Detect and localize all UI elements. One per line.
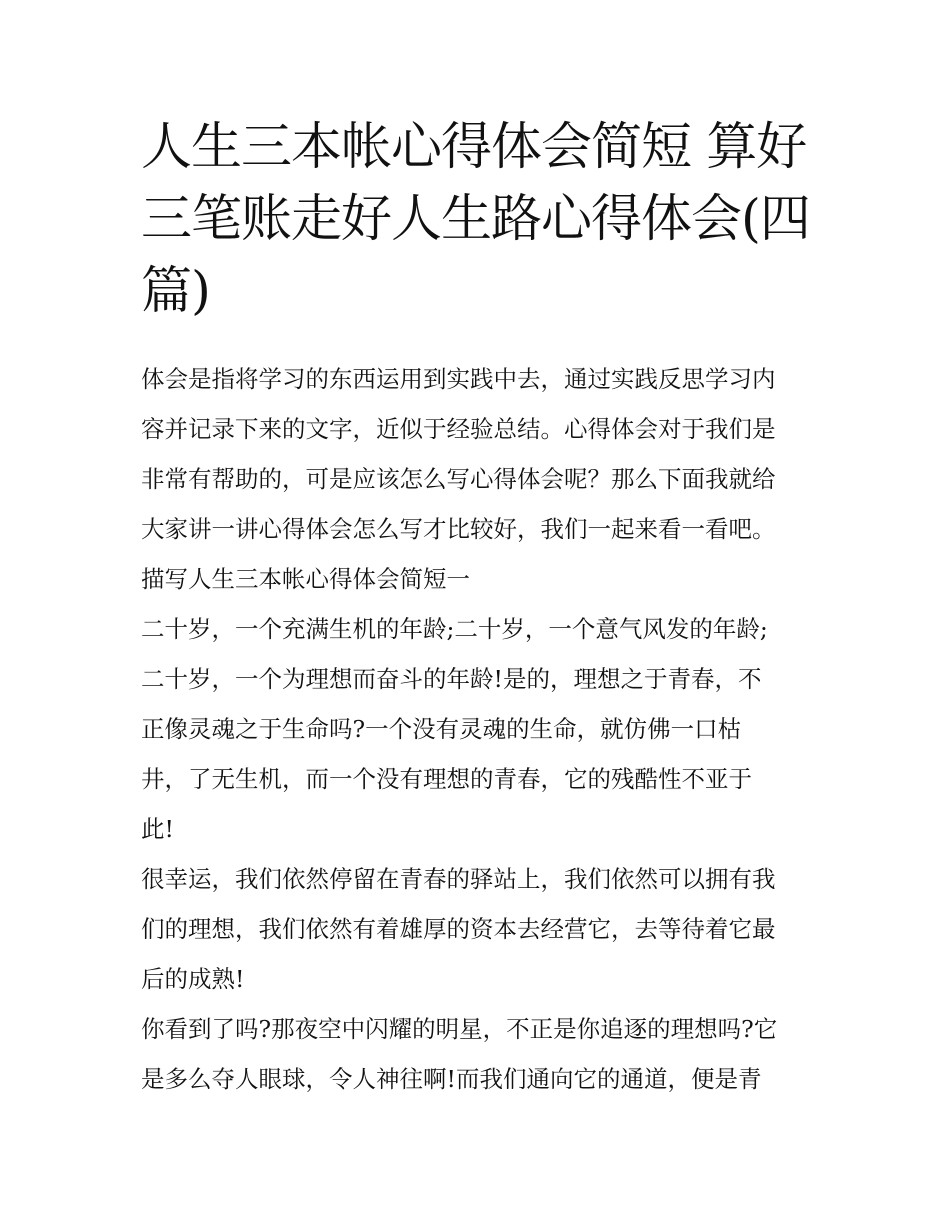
paragraph-line: 很幸运，我们依然停留在青春的驿站上，我们依然可以拥有我 (141, 865, 776, 893)
paragraph-line: 们的理想，我们依然有着雄厚的资本去经营它，去等待着它最 (141, 915, 776, 943)
paragraph-line: 后的成熟! (141, 965, 245, 993)
paragraph-line: 二十岁，一个充满生机的年龄;二十岁，一个意气风发的年龄; (141, 615, 768, 643)
paragraph-line: 你看到了吗?那夜空中闪耀的明星，不正是你追逐的理想吗?它 (141, 1015, 778, 1043)
document-title: 人生三本帐心得体会简短 算好三笔账走好人生路心得体会(四篇) (141, 118, 810, 321)
section-heading: 描写人生三本帐心得体会简短一 (141, 565, 470, 593)
paragraph-line: 大家讲一讲心得体会怎么写才比较好，我们一起来看一看吧。 (141, 515, 776, 543)
paragraph-line: 此! (141, 815, 174, 843)
paragraph-line: 非常有帮助的，可是应该怎么写心得体会呢？那么下面我就给 (141, 465, 776, 493)
paragraph-line: 容并记录下来的文字，近似于经验总结。心得体会对于我们是 (141, 415, 776, 443)
paragraph-line: 是多么夺人眼球，令人神往啊!而我们通向它的通道，便是青 (141, 1065, 762, 1093)
paragraph-line: 体会是指将学习的东西运用到实践中去，通过实践反思学习内 (141, 365, 776, 393)
paragraph-line: 井，了无生机，而一个没有理想的青春，它的残酷性不亚于 (141, 765, 752, 793)
paragraph-line: 二十岁，一个为理想而奋斗的年龄!是的，理想之于青春，不 (141, 665, 762, 693)
paragraph-line: 正像灵魂之于生命吗?一个没有灵魂的生命，就仿佛一口枯 (141, 715, 742, 743)
